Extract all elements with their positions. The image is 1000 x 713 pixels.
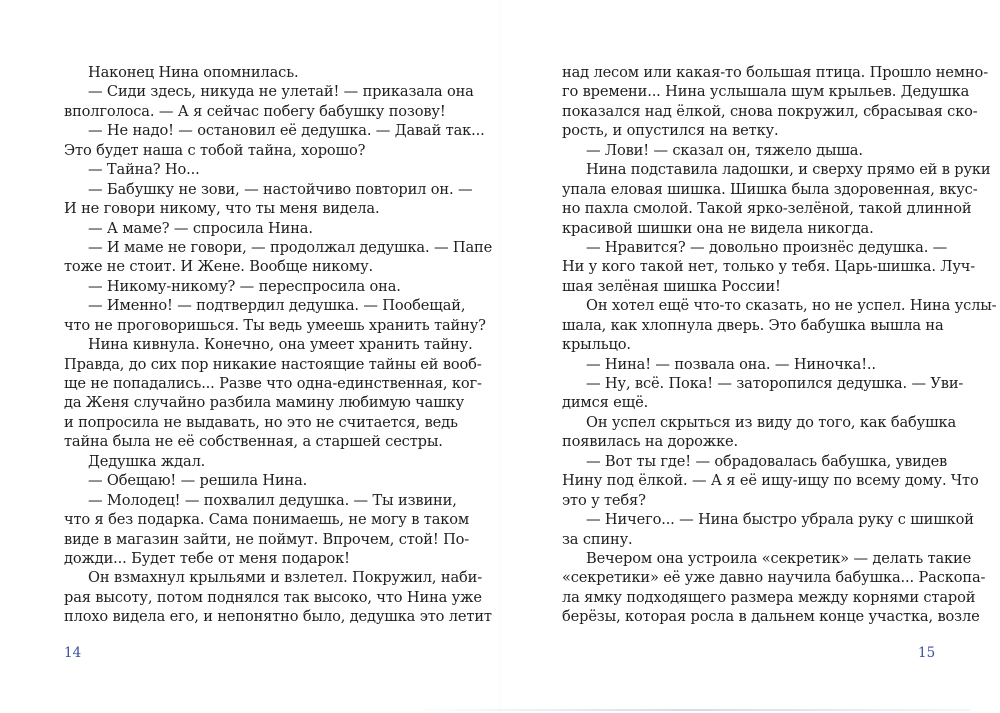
page-number-left: 14 bbox=[64, 645, 82, 661]
text-line: — Никому-никому? — переспросила она. bbox=[88, 277, 401, 295]
text-line: — Обещаю! — решила Нина. bbox=[88, 472, 308, 490]
text-line: — Ничего... — Нина быстро убрала руку с шишкой bbox=[586, 511, 974, 529]
text-line: — Именно! — подтвердил дедушка. — Пообещай, bbox=[88, 297, 466, 315]
page-number-right: 15 bbox=[918, 645, 936, 661]
text-line: Дедушка ждал. bbox=[88, 452, 206, 470]
text-line: — Сиди здесь, никуда не улетай! — приказала она bbox=[88, 83, 474, 101]
text-line: Он хотел ещё что-то сказать, но не успел. Нина услы- bbox=[586, 297, 997, 315]
right-page bbox=[500, 0, 1000, 713]
right-page-text bbox=[562, 63, 997, 627]
text-line: над лесом или какая-то большая птица. Прошло немно- bbox=[562, 64, 988, 81]
text-line: дожди... Будет тебе от меня подарок! bbox=[64, 549, 350, 567]
text-line: И не говори никому, что ты меня видела. bbox=[64, 200, 380, 218]
text-line: — Нина! — позвала она. — Ниночка!.. bbox=[586, 355, 876, 373]
text-line: шая зелёная шишка России! bbox=[562, 277, 781, 295]
text-line: димся ещё. bbox=[562, 394, 649, 412]
text-line: — Бабушку не зови, — настойчиво повторил он. — bbox=[88, 180, 473, 198]
text-line: — Вот ты где! — обрадовалась бабушка, увидев bbox=[586, 452, 948, 470]
text-line: Нина кивнула. Конечно, она умеет хранить тайну. bbox=[88, 336, 473, 354]
text-line: это у тебя? bbox=[562, 491, 646, 509]
text-line: Он успел скрыться из виду до того, как бабушка bbox=[586, 413, 957, 431]
text-line: Вечером она устроила «секретик» — делать такие bbox=[586, 549, 972, 567]
text-line: берёзы, которая росла в дальнем конце участка, возле bbox=[562, 608, 980, 626]
text-line: но пахла смолой. Такой ярко-зелёной, такой длинной bbox=[562, 200, 972, 218]
text-line: появилась на дорожке. bbox=[562, 433, 739, 451]
text-line: ще не попадались... Разве что одна-единственная, ког- bbox=[64, 375, 482, 392]
text-line: виде в магазин зайти, не поймут. Впрочем, стой! По- bbox=[64, 530, 470, 548]
text-line: красивой шишки она не видела никогда. bbox=[562, 219, 874, 237]
left-page-text bbox=[64, 63, 493, 627]
text-line: «секретики» её уже давно научила бабушка... Раскопа- bbox=[562, 569, 986, 587]
text-line: — Ну, всё. Пока! — заторопился дедушка. — Уви- bbox=[586, 375, 964, 392]
text-line: ла ямку подходящего размера между корнями старой bbox=[562, 588, 976, 606]
page-edge-shadow bbox=[410, 709, 970, 711]
text-line: шала, как хлопнула дверь. Это бабушка вышла на bbox=[562, 316, 944, 334]
text-line: — А маме? — спросила Нина. bbox=[88, 219, 313, 237]
text-line: показался над ёлкой, снова покружил, сбрасывая ско- bbox=[562, 102, 978, 120]
text-line: плохо видела его, и непонятно было, дедушка это летит bbox=[64, 608, 492, 626]
text-line: — Молодец! — похвалил дедушка. — Ты извини, bbox=[88, 491, 457, 509]
text-line: Правда, до сих пор никакие настоящие тайны ей вооб- bbox=[64, 355, 482, 373]
text-line: — Нравится? — довольно произнёс дедушка. — bbox=[586, 238, 948, 256]
text-line: тайна была не её собственная, а старшей сестры. bbox=[64, 433, 443, 451]
text-line: — Лови! — сказал он, тяжело дыша. bbox=[586, 141, 863, 159]
text-line: тоже не стоит. И Жене. Вообще никому. bbox=[64, 258, 374, 276]
text-line: — И маме не говори, — продолжал дедушка. — Папе bbox=[88, 238, 493, 256]
text-line: рость, и опустился на ветку. bbox=[562, 122, 779, 140]
text-line: Наконец Нина опомнилась. bbox=[88, 64, 299, 81]
text-line: крыльцо. bbox=[562, 336, 631, 354]
text-line: Нину под ёлкой. — А я её ищу-ищу по всему дому. Что bbox=[562, 472, 979, 490]
text-line: Ни у кого такой нет, только у тебя. Царь-шишка. Луч- bbox=[562, 258, 976, 276]
text-line: — Не надо! — остановил её дедушка. — Давай так... bbox=[88, 122, 485, 140]
text-line: что не проговоришься. Ты ведь умеешь хранить тайну? bbox=[64, 316, 486, 334]
text-line: Он взмахнул крыльями и взлетел. Покружил, наби- bbox=[88, 569, 483, 587]
text-line: да Женя случайно разбила мамину любимую чашку bbox=[64, 394, 465, 412]
text-line: что я без подарка. Сама понимаешь, не могу в таком bbox=[64, 511, 470, 529]
text-line: го времени... Нина услышала шум крыльев. Дедушка bbox=[562, 83, 970, 101]
text-line: упала еловая шишка. Шишка была здоровенная, вкус- bbox=[562, 180, 978, 198]
text-line: и попросила не выдавать, но это не считается, ведь bbox=[64, 413, 458, 431]
text-line: Нина подставила ладошки, и сверху прямо ей в руки bbox=[586, 161, 991, 179]
text-line: Это будет наша с тобой тайна, хорошо? bbox=[64, 141, 366, 159]
text-line: за спину. bbox=[562, 530, 633, 548]
text-line: — Тайна? Но... bbox=[88, 161, 200, 179]
text-line: вполголоса. — А я сейчас побегу бабушку позову! bbox=[64, 102, 446, 120]
text-line: рая высоту, потом поднялся так высоко, что Нина уже bbox=[64, 588, 482, 606]
